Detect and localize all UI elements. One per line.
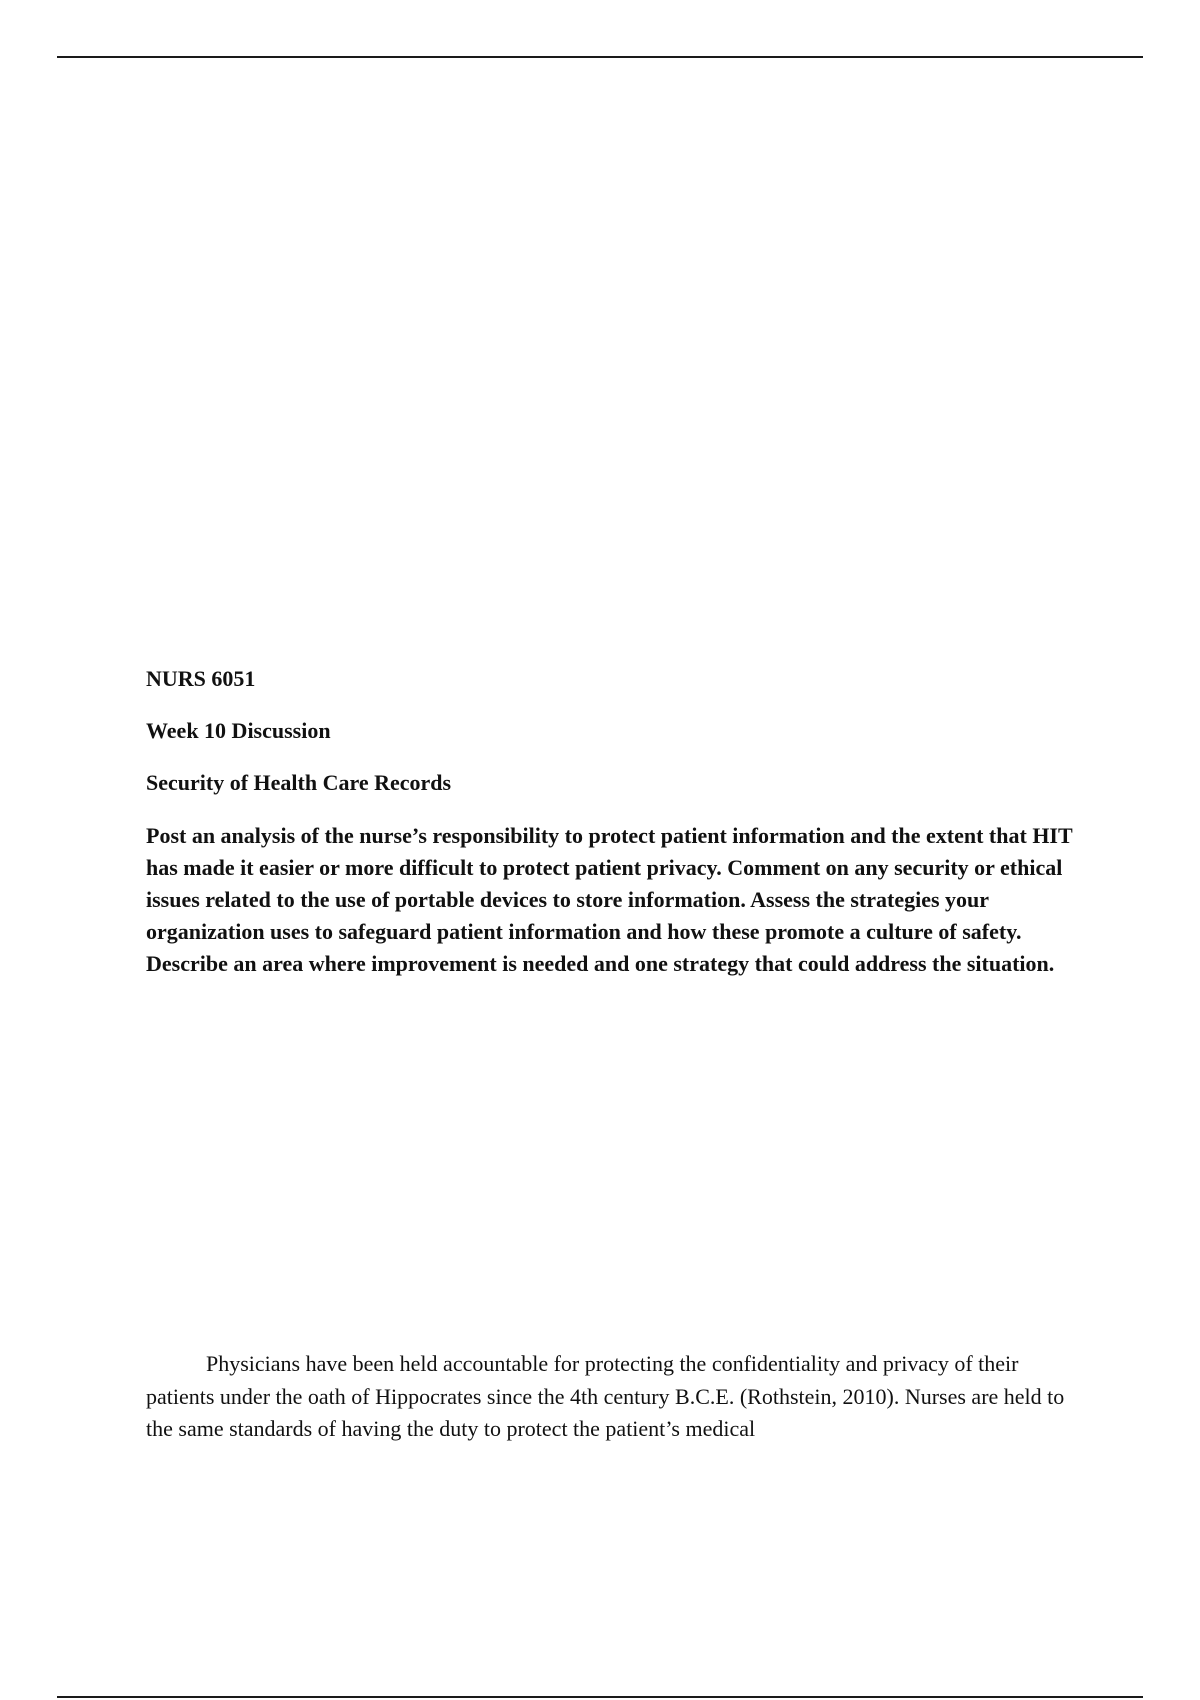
discussion-prompt: Post an analysis of the nurse’s responsibility to protect patient information and the extent that HIT has made it easier or more difficult to protect patient privacy. Comment on any security or ethical issues related to the use of portable devices to store information. Assess the strategies your organization uses to safeguard patient information and how these promote a culture of safety. Describe an area where improvement is needed and one strategy that could address the situation. [146,823,1073,976]
response-body [146,1348,1076,1446]
page-top-rule [57,56,1143,58]
page-bottom-rule [57,1696,1143,1698]
course-code: NURS 6051 [146,666,256,691]
body-paragraph: Physicians have been held accountable for protecting the confidentiality and privacy of their patients under the oath of Hippocrates since the 4th century B.C.E. (Rothstein, 2010). Nurses are held to the same standards of having the duty to protect the patient’s medical [146,1351,1065,1441]
assignment-header [146,664,1076,980]
topic-title: Security of Health Care Records [146,770,452,795]
week-title: Week 10 Discussion [146,718,331,743]
